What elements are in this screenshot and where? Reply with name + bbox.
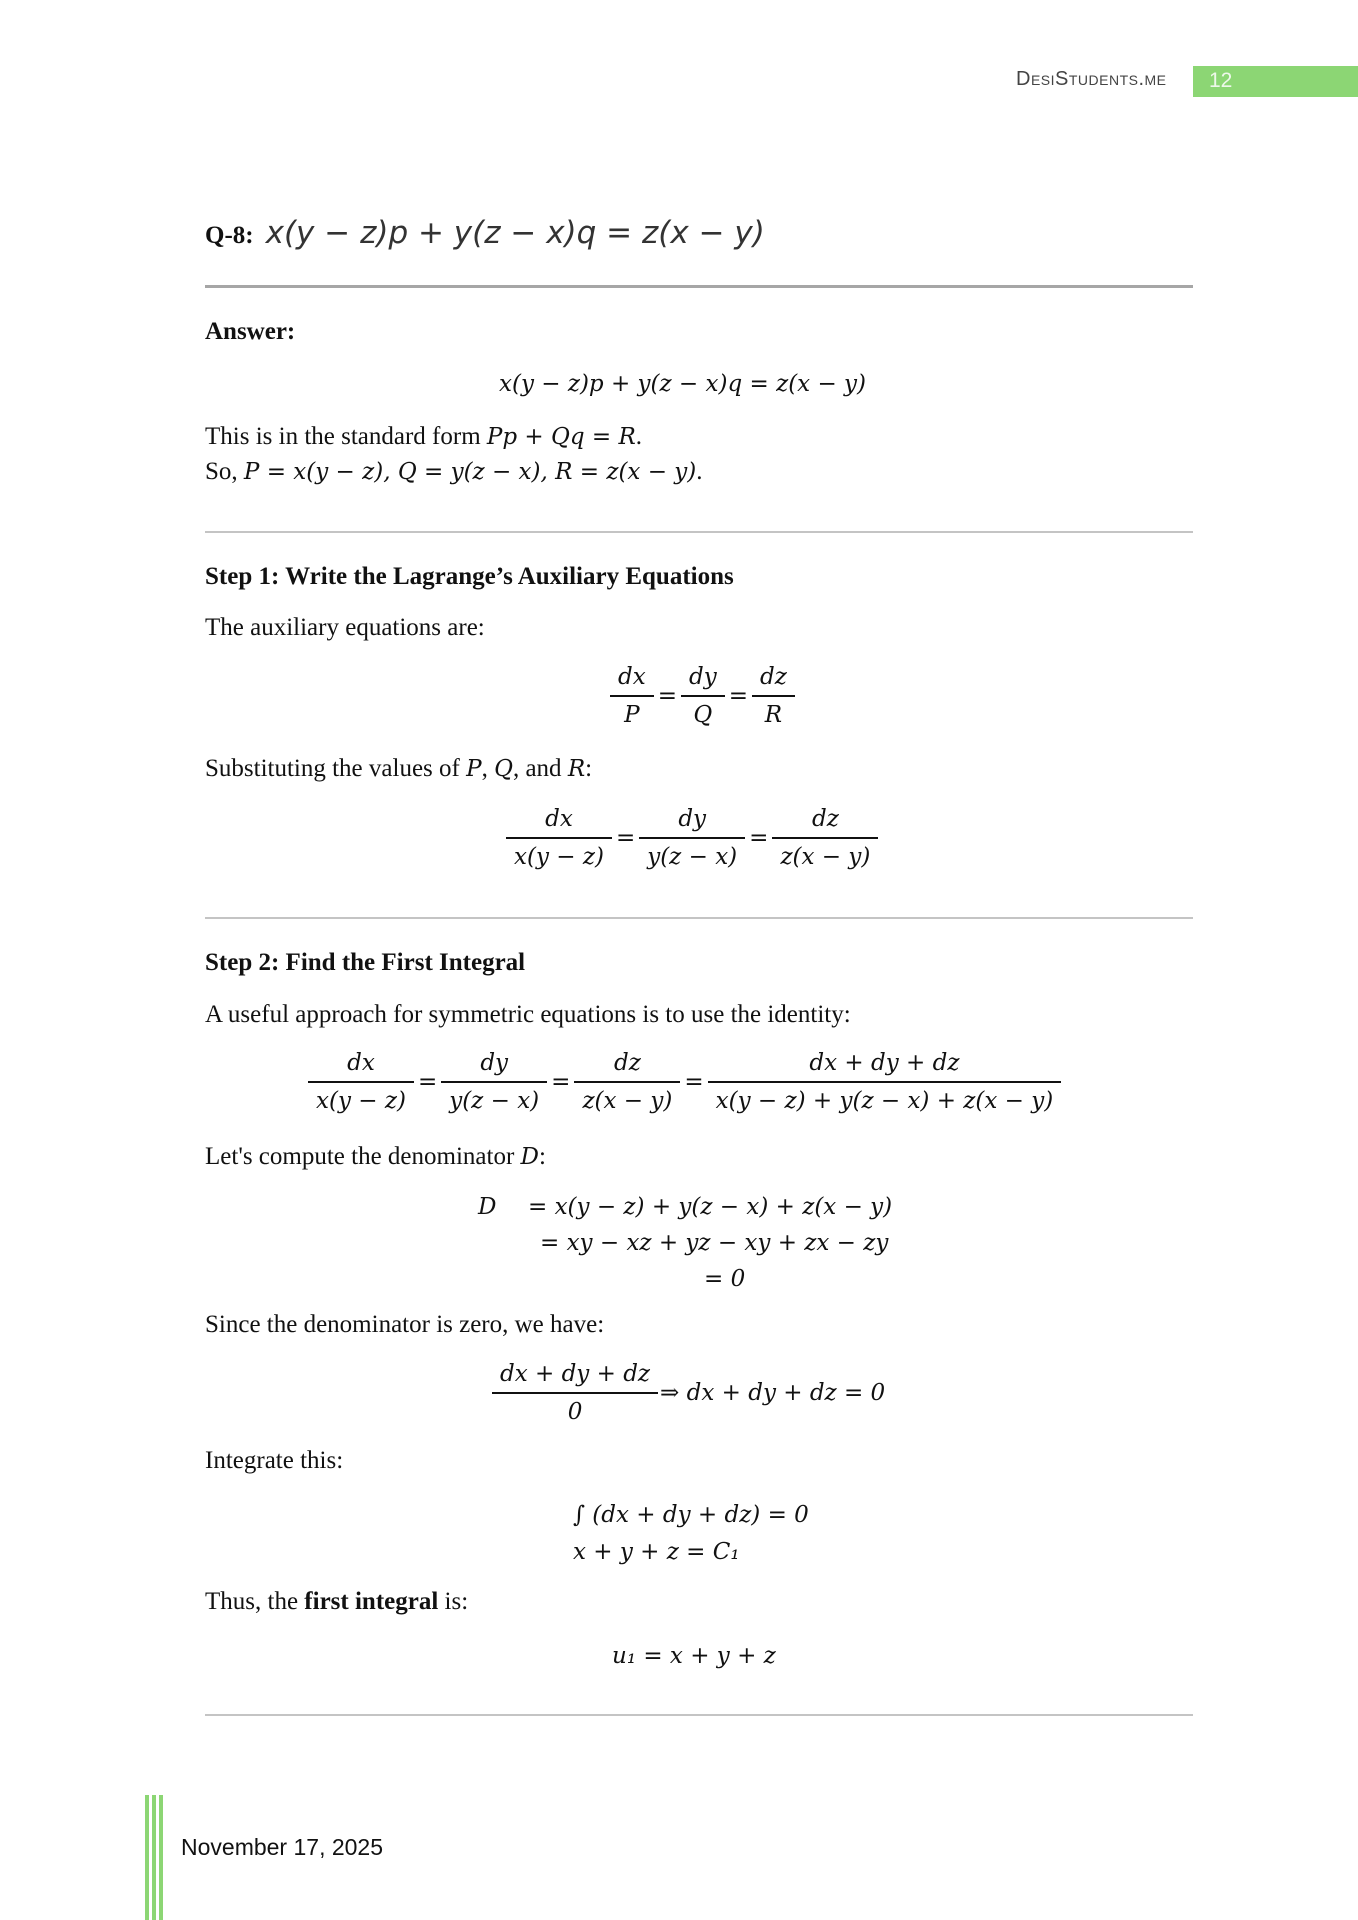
denominator: z(x − y) bbox=[772, 837, 878, 872]
divider bbox=[205, 917, 1193, 919]
answer-heading: Answer: bbox=[205, 318, 296, 345]
footer-accent-bars bbox=[145, 1795, 163, 1920]
implies-equation: ⇒ dx + dy + dz = 0 bbox=[660, 1380, 886, 1406]
substituting-text: Substituting the values of bbox=[205, 755, 467, 782]
colon: : bbox=[538, 1143, 546, 1170]
denominator: x(y − z) + y(z − x) + z(x − y) bbox=[708, 1081, 1062, 1116]
standard-form-eq: Pp + Qq = R bbox=[486, 424, 636, 450]
numerator: dx bbox=[545, 806, 573, 832]
denominator: y(z − x) bbox=[639, 837, 745, 872]
var-r: R bbox=[567, 756, 586, 782]
equals-sign: = bbox=[615, 825, 636, 851]
denominator: y(z − x) bbox=[441, 1081, 547, 1116]
equals-sign: = bbox=[417, 1069, 438, 1095]
divider bbox=[205, 531, 1193, 533]
denominator: 0 bbox=[492, 1392, 658, 1427]
denominator: x(y − z) bbox=[506, 837, 612, 872]
first-integral-bold: first integral bbox=[304, 1588, 439, 1615]
fraction bbox=[443, 1048, 545, 1116]
denominator: R bbox=[752, 695, 795, 730]
step1-intro: The auxiliary equations are: bbox=[205, 614, 485, 641]
integral-line-2: x + y + z = C₁ bbox=[573, 1539, 740, 1565]
pqr-eq: P = x(y − z), Q = y(z − x), R = z(x − y) bbox=[243, 459, 697, 485]
numerator: dy bbox=[688, 664, 717, 690]
denominator: Q bbox=[681, 695, 725, 730]
page-number-badge bbox=[1193, 66, 1358, 97]
numerator: dx bbox=[618, 664, 646, 690]
equals-sign: = bbox=[749, 825, 769, 851]
fraction bbox=[754, 662, 793, 730]
period: . bbox=[696, 458, 703, 485]
zero-denominator-equation bbox=[494, 1359, 885, 1427]
d-line-3: = 0 bbox=[704, 1266, 746, 1292]
numerator: dx + dy + dz bbox=[809, 1050, 960, 1076]
answer-equation: x(y − z)p + y(z − x)q = z(x − y) bbox=[499, 371, 867, 397]
d-line-2: = xy − xz + yz − xy + zx − zy bbox=[540, 1230, 889, 1256]
pqr-definition-line bbox=[205, 457, 703, 487]
separator: , bbox=[481, 755, 495, 782]
aux-equations bbox=[612, 662, 793, 730]
step2-intro: A useful approach for symmetric equations is to use the identity: bbox=[205, 1001, 851, 1028]
compute-text: Let's compute the denominator bbox=[205, 1143, 521, 1170]
integral-line-1: ∫ (dx + dy + dz) = 0 bbox=[573, 1502, 809, 1528]
numerator: dx + dy + dz bbox=[500, 1361, 651, 1387]
denominator: x(y − z) bbox=[308, 1081, 414, 1116]
numerator: dy bbox=[480, 1050, 509, 1076]
numerator: dx bbox=[347, 1050, 375, 1076]
so-text: So, bbox=[205, 458, 244, 485]
period: . bbox=[635, 423, 643, 450]
first-integral-result: u₁ = x + y + z bbox=[612, 1643, 776, 1669]
equals-sign: = bbox=[728, 683, 748, 709]
equals-sign: = bbox=[551, 1069, 571, 1095]
divider bbox=[205, 1714, 1193, 1716]
identity-equation bbox=[310, 1048, 1059, 1116]
numerator: dz bbox=[759, 664, 787, 690]
step1-heading: Step 1: Write the Lagrange’s Auxiliary Equations bbox=[205, 563, 734, 590]
step2-heading: Step 2: Find the First Integral bbox=[205, 949, 526, 976]
thus-text-end: is: bbox=[438, 1588, 469, 1615]
divider bbox=[205, 285, 1193, 288]
standard-form-line bbox=[205, 422, 642, 452]
integrate-text: Integrate this: bbox=[205, 1447, 344, 1474]
equals-sign: = bbox=[684, 1069, 704, 1095]
compute-denominator-line bbox=[205, 1142, 546, 1172]
numerator: dz bbox=[811, 806, 839, 832]
fraction bbox=[710, 1048, 1060, 1116]
colon: : bbox=[585, 755, 593, 782]
substituting-line bbox=[205, 754, 592, 784]
fraction bbox=[774, 804, 876, 872]
fraction bbox=[612, 662, 652, 730]
fraction bbox=[683, 662, 723, 730]
var-q: Q bbox=[494, 756, 513, 782]
fraction bbox=[494, 1359, 656, 1427]
site-name: DesiStudents.me bbox=[1016, 68, 1167, 90]
var-p: P bbox=[466, 756, 482, 782]
substituted-equations bbox=[508, 804, 876, 872]
fraction bbox=[508, 804, 610, 872]
since-text: Since the denominator is zero, we have: bbox=[205, 1311, 605, 1338]
var-d: D bbox=[520, 1144, 539, 1170]
d-label: D bbox=[478, 1194, 497, 1220]
denominator: z(x − y) bbox=[574, 1081, 680, 1116]
fraction bbox=[310, 1048, 412, 1116]
denominator: P bbox=[610, 695, 654, 730]
equals-sign: = bbox=[657, 683, 677, 709]
question-equation: x(y − z)p + y(z − x)q = z(x − y) bbox=[265, 215, 765, 251]
fraction bbox=[641, 804, 743, 872]
numerator: dy bbox=[678, 806, 707, 832]
footer-date: November 17, 2025 bbox=[181, 1834, 384, 1860]
numerator: dz bbox=[613, 1050, 641, 1076]
separator: , and bbox=[512, 755, 568, 782]
thus-text: Thus, the bbox=[205, 1588, 305, 1615]
page-number: 12 bbox=[1209, 69, 1233, 92]
question-label: Q-8: bbox=[205, 222, 254, 249]
thus-line bbox=[205, 1587, 468, 1617]
d-line-1: = x(y − z) + y(z − x) + z(x − y) bbox=[528, 1194, 893, 1220]
question-title bbox=[205, 215, 765, 251]
fraction bbox=[576, 1048, 678, 1116]
standard-form-text: This is in the standard form bbox=[205, 423, 487, 450]
